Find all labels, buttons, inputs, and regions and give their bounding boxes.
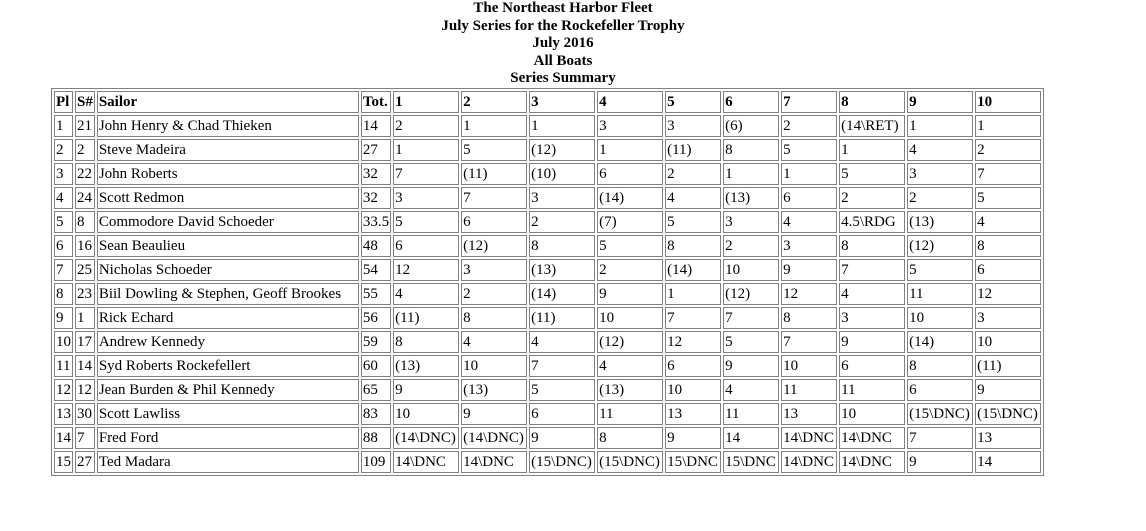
cell-race-8: 4 xyxy=(839,283,905,305)
cell-race-4: 10 xyxy=(597,307,663,329)
column-header-sail-number: S# xyxy=(75,91,95,113)
cell-race-3: (12) xyxy=(529,139,595,161)
cell-race-3: 1 xyxy=(529,115,595,137)
cell-sail-number: 27 xyxy=(75,451,95,473)
cell-race-8: 10 xyxy=(839,403,905,425)
table-row xyxy=(54,283,1041,305)
cell-race-9: 2 xyxy=(907,187,973,209)
cell-race-7: 10 xyxy=(781,355,837,377)
report-type: Series Summary xyxy=(510,70,616,87)
table-row xyxy=(54,139,1041,161)
cell-race-9: 4 xyxy=(907,139,973,161)
cell-place: 15 xyxy=(54,451,73,473)
cell-place: 13 xyxy=(54,403,73,425)
cell-total: 32 xyxy=(361,163,391,185)
cell-race-9: 10 xyxy=(907,307,973,329)
cell-race-2: 3 xyxy=(461,259,527,281)
cell-race-8: 14\DNC xyxy=(839,451,905,473)
cell-race-5: (14) xyxy=(665,259,721,281)
cell-race-10: 3 xyxy=(975,307,1041,329)
column-header-race-10: 10 xyxy=(975,91,1041,113)
cell-race-1: (11) xyxy=(393,307,459,329)
cell-race-10: (11) xyxy=(975,355,1041,377)
cell-sailor: Ted Madara xyxy=(97,451,359,473)
cell-race-4: 3 xyxy=(597,115,663,137)
table-row xyxy=(54,259,1041,281)
cell-race-4: (15\DNC) xyxy=(597,451,663,473)
cell-total: 54 xyxy=(361,259,391,281)
cell-race-7: 14\DNC xyxy=(781,451,837,473)
cell-race-9: 11 xyxy=(907,283,973,305)
cell-total: 32 xyxy=(361,187,391,209)
cell-place: 7 xyxy=(54,259,73,281)
cell-race-7: 9 xyxy=(781,259,837,281)
cell-race-6: 9 xyxy=(723,355,779,377)
cell-race-5: 1 xyxy=(665,283,721,305)
cell-sailor: Andrew Kennedy xyxy=(97,331,359,353)
cell-race-3: 9 xyxy=(529,427,595,449)
cell-race-7: 11 xyxy=(781,379,837,401)
cell-race-2: 4 xyxy=(461,331,527,353)
table-row xyxy=(54,427,1041,449)
cell-sail-number: 7 xyxy=(75,427,95,449)
cell-race-1: 1 xyxy=(393,139,459,161)
cell-race-9: (15\DNC) xyxy=(907,403,973,425)
cell-sailor: Fred Ford xyxy=(97,427,359,449)
table-row xyxy=(54,211,1041,233)
cell-race-5: 8 xyxy=(665,235,721,257)
cell-race-5: 9 xyxy=(665,427,721,449)
cell-race-9: (14) xyxy=(907,331,973,353)
cell-race-10: 10 xyxy=(975,331,1041,353)
cell-race-1: 5 xyxy=(393,211,459,233)
cell-race-7: 6 xyxy=(781,187,837,209)
cell-sailor: Commodore David Schoeder xyxy=(97,211,359,233)
cell-race-7: 5 xyxy=(781,139,837,161)
cell-sailor: John Henry & Chad Thieken xyxy=(97,115,359,137)
cell-sailor: Biil Dowling & Stephen, Geoff Brookes xyxy=(97,283,359,305)
cell-race-3: 6 xyxy=(529,403,595,425)
cell-race-10: 9 xyxy=(975,379,1041,401)
cell-race-1: 14\DNC xyxy=(393,451,459,473)
cell-race-2: 1 xyxy=(461,115,527,137)
cell-race-3: 7 xyxy=(529,355,595,377)
cell-place: 6 xyxy=(54,235,73,257)
cell-race-3: (10) xyxy=(529,163,595,185)
series-results-table xyxy=(51,88,1044,476)
boat-class: All Boats xyxy=(533,52,593,69)
cell-place: 3 xyxy=(54,163,73,185)
cell-race-2: 9 xyxy=(461,403,527,425)
cell-race-7: 14\DNC xyxy=(781,427,837,449)
cell-race-2: 5 xyxy=(461,139,527,161)
cell-race-2: (13) xyxy=(461,379,527,401)
cell-race-3: 3 xyxy=(529,187,595,209)
cell-place: 5 xyxy=(54,211,73,233)
cell-race-6: (12) xyxy=(723,283,779,305)
series-title: July Series for the Rockefeller Trophy xyxy=(441,17,685,34)
cell-race-9: 7 xyxy=(907,427,973,449)
cell-place: 11 xyxy=(54,355,73,377)
cell-place: 8 xyxy=(54,283,73,305)
cell-race-5: 10 xyxy=(665,379,721,401)
cell-race-6: (13) xyxy=(723,187,779,209)
cell-race-4: 9 xyxy=(597,283,663,305)
column-header-race-3: 3 xyxy=(529,91,595,113)
cell-race-1: 3 xyxy=(393,187,459,209)
cell-race-7: 13 xyxy=(781,403,837,425)
cell-race-2: 8 xyxy=(461,307,527,329)
fleet-title: The Northeast Harbor Fleet xyxy=(473,0,653,16)
cell-race-7: 4 xyxy=(781,211,837,233)
cell-total: 59 xyxy=(361,331,391,353)
cell-race-1: 10 xyxy=(393,403,459,425)
cell-race-10: 13 xyxy=(975,427,1041,449)
cell-place: 9 xyxy=(54,307,73,329)
table-row xyxy=(54,403,1041,425)
column-header-race-4: 4 xyxy=(597,91,663,113)
cell-sail-number: 14 xyxy=(75,355,95,377)
table-row xyxy=(54,331,1041,353)
table-header-row xyxy=(54,91,1041,113)
cell-race-10: 4 xyxy=(975,211,1041,233)
cell-race-1: 4 xyxy=(393,283,459,305)
series-date: July 2016 xyxy=(532,35,594,52)
cell-race-8: 4.5\RDG xyxy=(839,211,905,233)
cell-sailor: Jean Burden & Phil Kennedy xyxy=(97,379,359,401)
cell-race-4: (13) xyxy=(597,379,663,401)
cell-race-3: (14) xyxy=(529,283,595,305)
cell-race-5: (11) xyxy=(665,139,721,161)
cell-race-2: 6 xyxy=(461,211,527,233)
cell-total: 33.5 xyxy=(361,211,391,233)
cell-race-3: (15\DNC) xyxy=(529,451,595,473)
cell-race-9: (13) xyxy=(907,211,973,233)
column-header-race-9: 9 xyxy=(907,91,973,113)
table-row xyxy=(54,163,1041,185)
cell-race-2: (12) xyxy=(461,235,527,257)
cell-race-10: 1 xyxy=(975,115,1041,137)
cell-race-8: 14\DNC xyxy=(839,427,905,449)
cell-race-9: 6 xyxy=(907,379,973,401)
cell-race-8: 2 xyxy=(839,187,905,209)
table-row xyxy=(54,451,1041,473)
cell-race-2: 7 xyxy=(461,187,527,209)
cell-race-10: 12 xyxy=(975,283,1041,305)
cell-sailor: Steve Madeira xyxy=(97,139,359,161)
cell-place: 12 xyxy=(54,379,73,401)
cell-sail-number: 1 xyxy=(75,307,95,329)
cell-race-8: 8 xyxy=(839,235,905,257)
cell-total: 88 xyxy=(361,427,391,449)
table-row xyxy=(54,115,1041,137)
cell-total: 14 xyxy=(361,115,391,137)
cell-race-8: (14\RET) xyxy=(839,115,905,137)
cell-race-8: 9 xyxy=(839,331,905,353)
cell-race-2: 2 xyxy=(461,283,527,305)
cell-race-6: 15\DNC xyxy=(723,451,779,473)
cell-race-9: 3 xyxy=(907,163,973,185)
cell-sail-number: 17 xyxy=(75,331,95,353)
cell-race-7: 3 xyxy=(781,235,837,257)
cell-sail-number: 21 xyxy=(75,115,95,137)
cell-race-8: 1 xyxy=(839,139,905,161)
cell-race-1: 7 xyxy=(393,163,459,185)
cell-race-3: 4 xyxy=(529,331,595,353)
cell-total: 56 xyxy=(361,307,391,329)
cell-total: 83 xyxy=(361,403,391,425)
cell-race-3: (11) xyxy=(529,307,595,329)
cell-race-2: (14\DNC) xyxy=(461,427,527,449)
cell-total: 55 xyxy=(361,283,391,305)
cell-race-6: 3 xyxy=(723,211,779,233)
cell-race-8: 6 xyxy=(839,355,905,377)
cell-race-10: 2 xyxy=(975,139,1041,161)
cell-place: 4 xyxy=(54,187,73,209)
cell-race-4: (14) xyxy=(597,187,663,209)
table-row xyxy=(54,379,1041,401)
cell-race-1: 8 xyxy=(393,331,459,353)
table-row xyxy=(54,355,1041,377)
cell-race-5: 5 xyxy=(665,211,721,233)
cell-race-8: 7 xyxy=(839,259,905,281)
cell-sailor: Nicholas Schoeder xyxy=(97,259,359,281)
cell-sailor: Scott Redmon xyxy=(97,187,359,209)
column-header-place: Pl xyxy=(54,91,73,113)
cell-race-2: (11) xyxy=(461,163,527,185)
cell-race-7: 1 xyxy=(781,163,837,185)
cell-race-4: 11 xyxy=(597,403,663,425)
cell-race-4: 6 xyxy=(597,163,663,185)
cell-sailor: Sean Beaulieu xyxy=(97,235,359,257)
cell-sail-number: 25 xyxy=(75,259,95,281)
cell-race-7: 12 xyxy=(781,283,837,305)
cell-race-6: 5 xyxy=(723,331,779,353)
cell-race-6: 14 xyxy=(723,427,779,449)
cell-race-4: 2 xyxy=(597,259,663,281)
cell-race-1: 2 xyxy=(393,115,459,137)
cell-total: 27 xyxy=(361,139,391,161)
cell-race-3: 2 xyxy=(529,211,595,233)
cell-race-2: 10 xyxy=(461,355,527,377)
cell-sail-number: 30 xyxy=(75,403,95,425)
cell-race-4: 4 xyxy=(597,355,663,377)
cell-place: 10 xyxy=(54,331,73,353)
cell-race-10: 5 xyxy=(975,187,1041,209)
column-header-race-8: 8 xyxy=(839,91,905,113)
column-header-total: Tot. xyxy=(361,91,391,113)
cell-race-8: 5 xyxy=(839,163,905,185)
cell-sailor: John Roberts xyxy=(97,163,359,185)
report-header xyxy=(0,0,1126,88)
column-header-race-6: 6 xyxy=(723,91,779,113)
cell-race-6: 10 xyxy=(723,259,779,281)
cell-total: 60 xyxy=(361,355,391,377)
column-header-race-2: 2 xyxy=(461,91,527,113)
cell-race-7: 2 xyxy=(781,115,837,137)
cell-race-5: 3 xyxy=(665,115,721,137)
cell-total: 48 xyxy=(361,235,391,257)
cell-race-3: 8 xyxy=(529,235,595,257)
cell-race-4: 8 xyxy=(597,427,663,449)
cell-race-1: 6 xyxy=(393,235,459,257)
cell-race-6: 8 xyxy=(723,139,779,161)
cell-sail-number: 23 xyxy=(75,283,95,305)
cell-place: 1 xyxy=(54,115,73,137)
cell-race-10: (15\DNC) xyxy=(975,403,1041,425)
cell-race-6: (6) xyxy=(723,115,779,137)
cell-race-5: 6 xyxy=(665,355,721,377)
cell-sailor: Scott Lawliss xyxy=(97,403,359,425)
cell-race-3: (13) xyxy=(529,259,595,281)
cell-race-7: 8 xyxy=(781,307,837,329)
cell-race-1: (13) xyxy=(393,355,459,377)
cell-race-4: (12) xyxy=(597,331,663,353)
cell-sail-number: 22 xyxy=(75,163,95,185)
cell-race-5: 4 xyxy=(665,187,721,209)
cell-race-6: 4 xyxy=(723,379,779,401)
cell-race-10: 14 xyxy=(975,451,1041,473)
table-row xyxy=(54,235,1041,257)
column-header-race-1: 1 xyxy=(393,91,459,113)
cell-sail-number: 16 xyxy=(75,235,95,257)
cell-sail-number: 8 xyxy=(75,211,95,233)
cell-race-1: (14\DNC) xyxy=(393,427,459,449)
column-header-race-7: 7 xyxy=(781,91,837,113)
cell-race-1: 12 xyxy=(393,259,459,281)
cell-sail-number: 12 xyxy=(75,379,95,401)
cell-race-6: 11 xyxy=(723,403,779,425)
cell-place: 2 xyxy=(54,139,73,161)
cell-race-5: 12 xyxy=(665,331,721,353)
cell-race-3: 5 xyxy=(529,379,595,401)
cell-race-6: 1 xyxy=(723,163,779,185)
cell-race-8: 11 xyxy=(839,379,905,401)
cell-sail-number: 24 xyxy=(75,187,95,209)
table-row xyxy=(54,307,1041,329)
cell-race-9: 9 xyxy=(907,451,973,473)
cell-sail-number: 2 xyxy=(75,139,95,161)
table-row xyxy=(54,187,1041,209)
cell-race-10: 6 xyxy=(975,259,1041,281)
cell-race-5: 7 xyxy=(665,307,721,329)
cell-race-10: 8 xyxy=(975,235,1041,257)
cell-race-6: 7 xyxy=(723,307,779,329)
cell-race-9: 8 xyxy=(907,355,973,377)
cell-race-6: 2 xyxy=(723,235,779,257)
cell-race-5: 2 xyxy=(665,163,721,185)
cell-total: 65 xyxy=(361,379,391,401)
cell-race-9: 1 xyxy=(907,115,973,137)
cell-race-4: 1 xyxy=(597,139,663,161)
cell-place: 14 xyxy=(54,427,73,449)
cell-total: 109 xyxy=(361,451,391,473)
column-header-race-5: 5 xyxy=(665,91,721,113)
cell-race-9: (12) xyxy=(907,235,973,257)
cell-race-8: 3 xyxy=(839,307,905,329)
cell-race-9: 5 xyxy=(907,259,973,281)
cell-race-4: 5 xyxy=(597,235,663,257)
cell-race-10: 7 xyxy=(975,163,1041,185)
column-header-sailor: Sailor xyxy=(97,91,359,113)
cell-sailor: Rick Echard xyxy=(97,307,359,329)
cell-race-5: 15\DNC xyxy=(665,451,721,473)
cell-sailor: Syd Roberts Rockefellert xyxy=(97,355,359,377)
cell-race-5: 13 xyxy=(665,403,721,425)
cell-race-1: 9 xyxy=(393,379,459,401)
cell-race-2: 14\DNC xyxy=(461,451,527,473)
cell-race-7: 7 xyxy=(781,331,837,353)
cell-race-4: (7) xyxy=(597,211,663,233)
